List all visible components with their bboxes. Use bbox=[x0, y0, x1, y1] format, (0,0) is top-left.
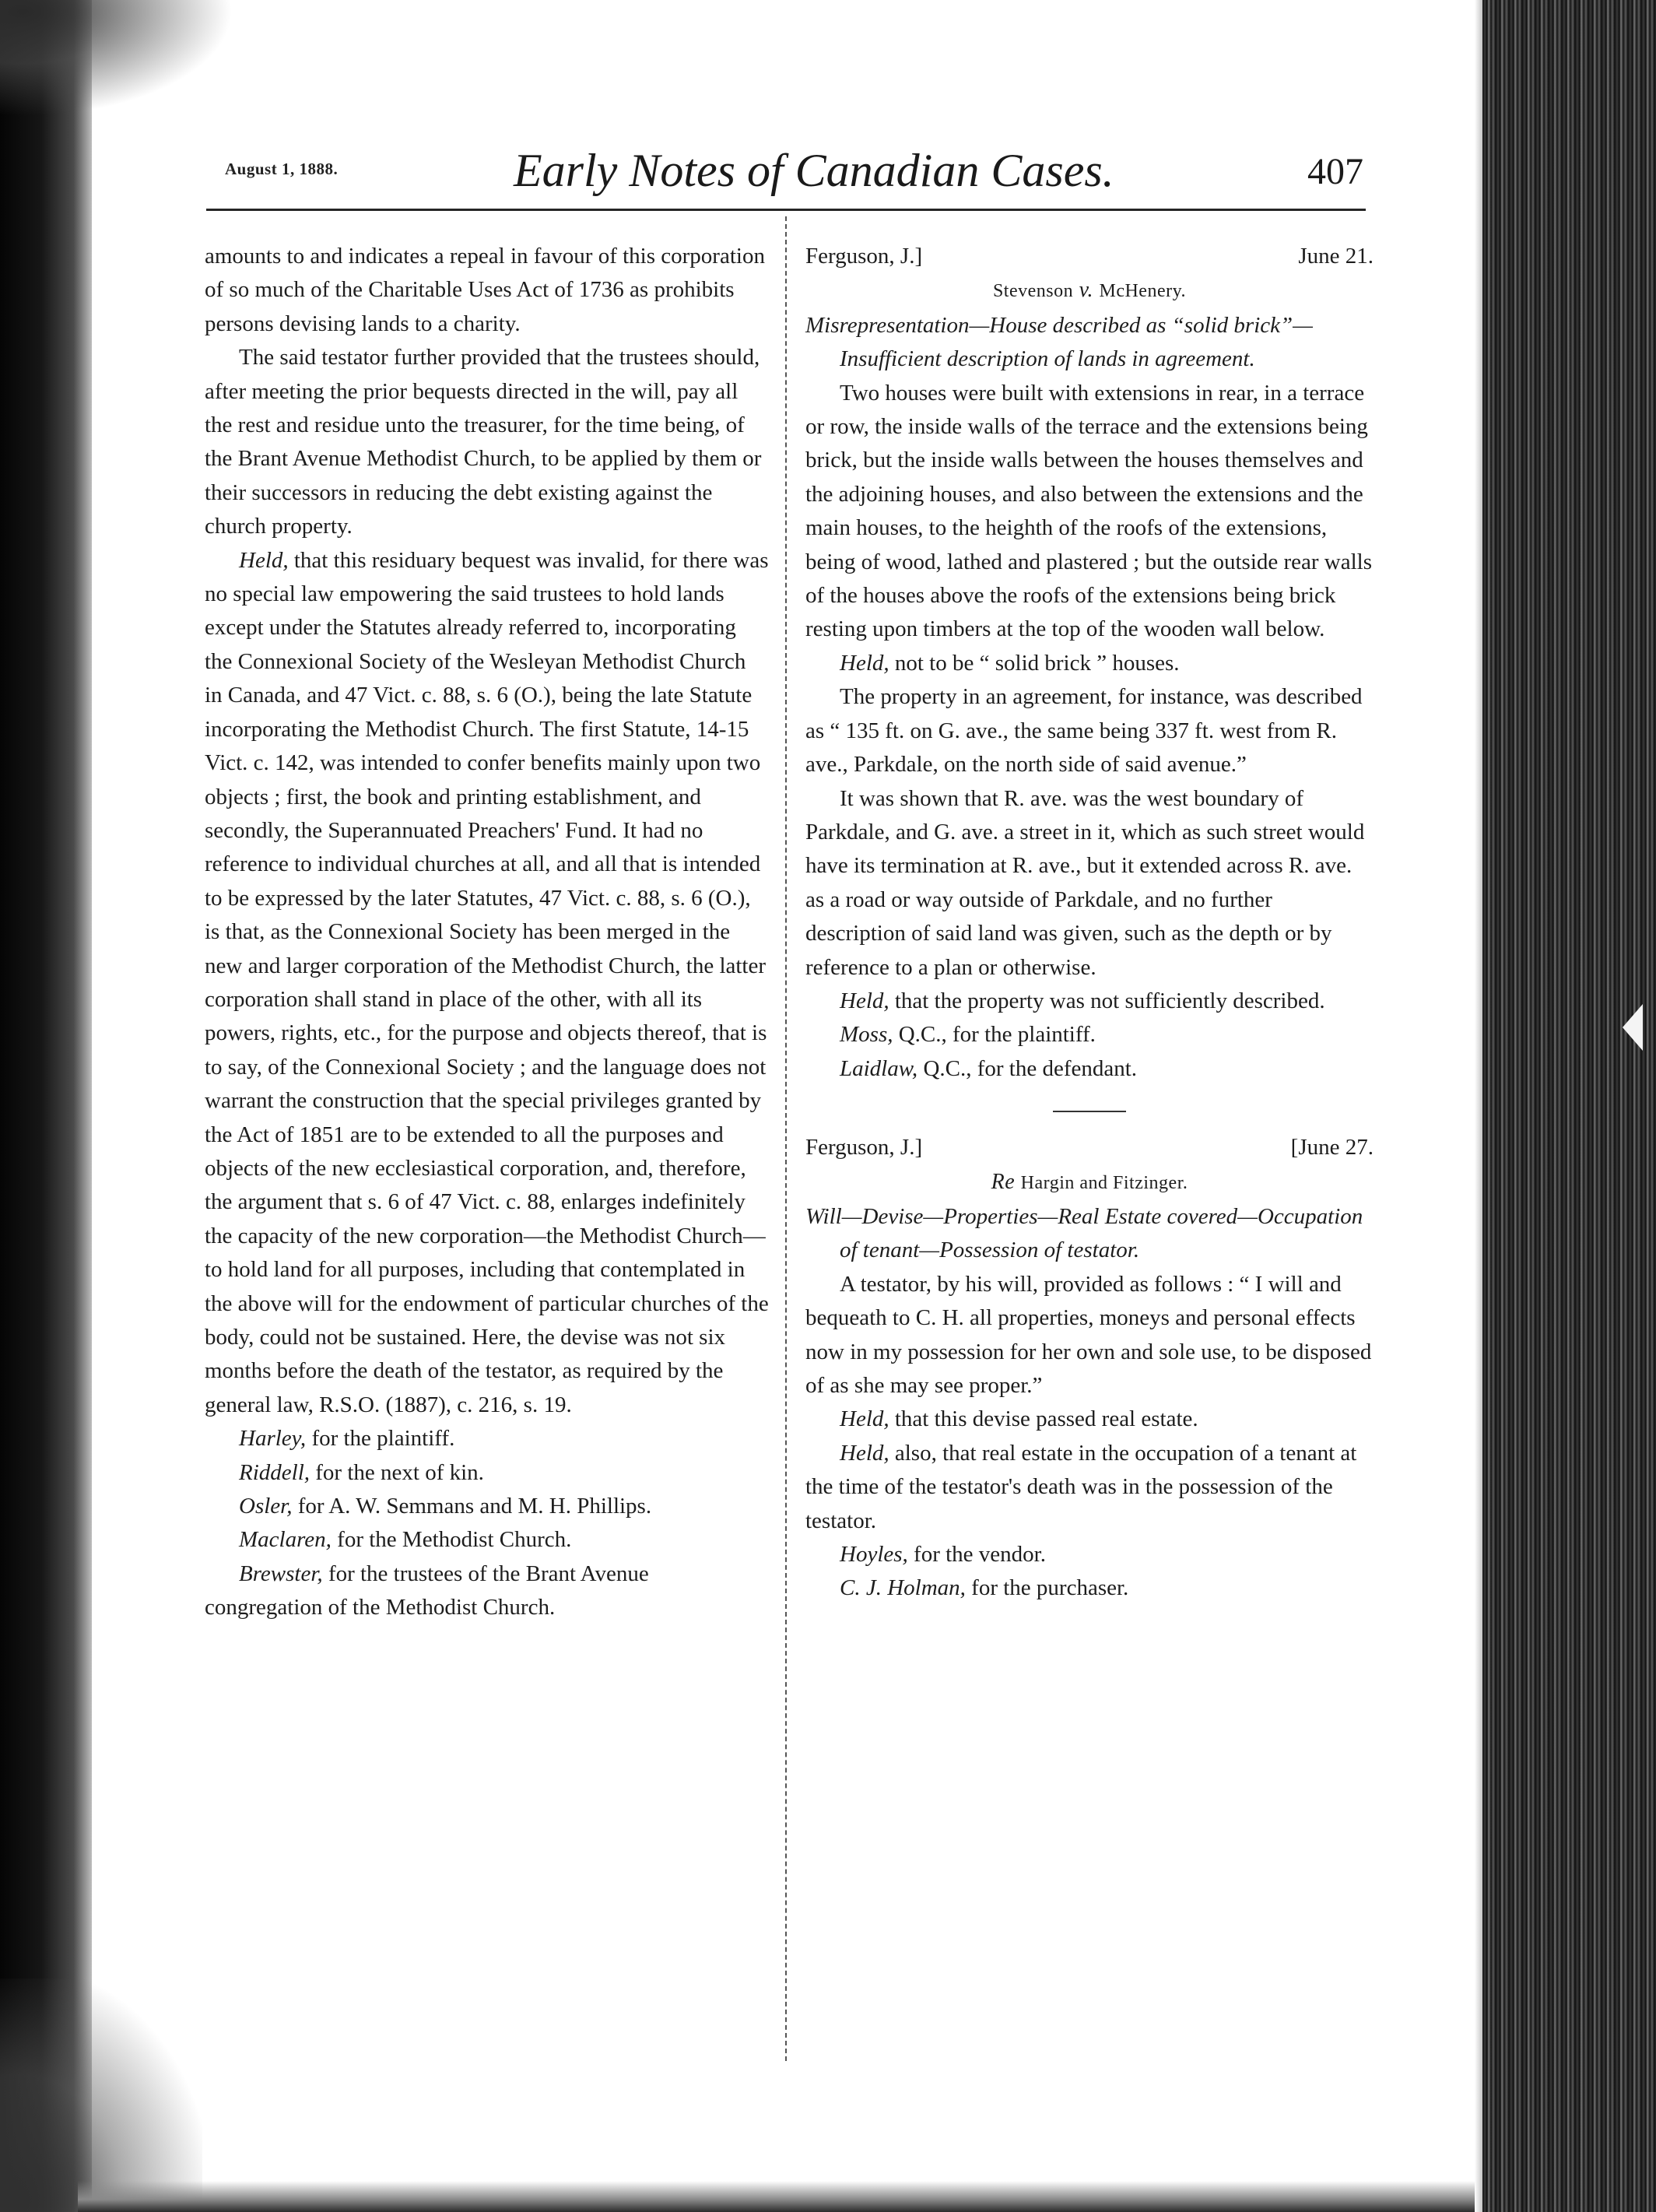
header-rule bbox=[206, 209, 1366, 211]
held-text: not to be “ solid brick ” houses. bbox=[889, 650, 1180, 676]
counsel-name: Harley, bbox=[239, 1426, 307, 1452]
held-paragraph bbox=[205, 544, 769, 1423]
held-label: Held, bbox=[840, 650, 889, 676]
counsel-name: C. J. Holman, bbox=[840, 1575, 966, 1601]
page-header bbox=[0, 144, 1479, 214]
case-parties: Hargin and Fitzinger. bbox=[1020, 1172, 1188, 1193]
held-text: that this residuary bequest was invalid, for there was no special law empowering the said trustees to hold lands except under the Statutes already referred to, incorporating the Connexional Society of the Wesleyan Methodist Church in Canada, and 47 Vict. c. 88, s. 6 (O.), being the late Statute incorporating the Methodist Church. The first Statute, 14-15 Vict. c. 142, was intended to confer benefits mainly upon two objects ; first, the book and printing establishment, and secondly, the Superannuated Preachers' Fund. It had no reference to individual churches at all, and all that is intended to be expressed by the later Statutes, 47 Vict. c. 88, s. 6 (O.), is that, as the Connexional Society has been merged in the new and larger corporation of the Methodist Church, the latter corporation shall stand in place of the other, with all its powers, rights, etc., for the purpose and objects thereof, that is to say, of the Connexional Society ; and the language does not warrant the construction that the special privileges granted by the Act of 1851 are to be extended to all the purposes and objects of the new ecclesiastical corporation, and, therefore, the argument that s. 6 of 47 Vict. c. 88, enlarges indefinitely the capacity of the new corporation—the Methodist Church—to hold land for all purposes, including that contemplated in the above will for the endowment of particular churches of the body, could not be sustained. Here, the devise was not six months before the death of the testator, as required by the general law, R.S.O. (1887), c. 216, s. 19. bbox=[205, 547, 769, 1417]
counsel-name: Maclaren, bbox=[239, 1527, 332, 1553]
counsel-name: Riddell, bbox=[239, 1459, 310, 1485]
case-separator bbox=[1053, 1111, 1126, 1112]
counsel-role: for the trustees of the Brant Avenue congregation of the Methodist Church. bbox=[205, 1561, 649, 1620]
held-label: Held, bbox=[840, 988, 889, 1013]
scan-smudge-top-left bbox=[0, 0, 233, 117]
case-versus: v. bbox=[1073, 278, 1100, 303]
counsel-role: Q.C., for the defendant. bbox=[917, 1055, 1138, 1081]
decision-date: [June 27. bbox=[1290, 1135, 1374, 1160]
counsel-line bbox=[205, 1523, 769, 1557]
counsel-name: Brewster, bbox=[239, 1561, 323, 1586]
held-label: Held, bbox=[239, 547, 289, 573]
case-subject: Misrepresentation—House described as “solid brick”—Insufficient description of lands in agreement. bbox=[805, 312, 1313, 372]
counsel-line bbox=[205, 1422, 769, 1455]
counsel-name: Osler, bbox=[239, 1494, 293, 1519]
held-text: that this devise passed real estate. bbox=[889, 1406, 1198, 1432]
case-title bbox=[805, 1165, 1374, 1200]
held-text: also, that real estate in the occupation of a tenant at the time of the testator's death was in the possession of the testator. bbox=[805, 1440, 1357, 1533]
counsel-role: for the next of kin. bbox=[310, 1459, 484, 1485]
held-paragraph bbox=[805, 985, 1374, 1018]
counsel-line bbox=[205, 1456, 769, 1490]
counsel-name: Laidlaw, bbox=[840, 1055, 918, 1081]
case-party-plaintiff: Stevenson bbox=[992, 281, 1074, 302]
case-header-line bbox=[805, 1131, 1374, 1164]
counsel-line bbox=[805, 1538, 1374, 1571]
held-paragraph bbox=[805, 647, 1374, 680]
counsel-line bbox=[805, 1018, 1374, 1052]
held-paragraph bbox=[805, 1437, 1374, 1538]
case-title bbox=[805, 273, 1374, 308]
counsel-line bbox=[205, 1557, 769, 1625]
counsel-role: for the vendor. bbox=[907, 1542, 1046, 1568]
issue-date: August 1, 1888. bbox=[225, 160, 339, 178]
case-re: Re bbox=[991, 1169, 1021, 1194]
counsel-name: Hoyles, bbox=[840, 1542, 908, 1568]
case-party-defendant: McHenery. bbox=[1099, 281, 1187, 302]
counsel-name: Moss, bbox=[840, 1022, 893, 1048]
counsel-line bbox=[805, 1052, 1374, 1086]
counsel-line bbox=[805, 1571, 1374, 1605]
counsel-role: for the purchaser. bbox=[965, 1575, 1129, 1601]
decision-date: June 21. bbox=[1298, 244, 1374, 269]
held-text: that the property was not sufficiently described. bbox=[889, 988, 1325, 1013]
scan-smudge-bottom-left bbox=[0, 1979, 202, 2212]
counsel-role: for the Methodist Church. bbox=[331, 1527, 572, 1553]
continued-paragraph: amounts to and indicates a repeal in favour of this corporation of so much of the Charitable Uses Act of 1736 as prohibits persons devising lands to a charity. bbox=[205, 244, 765, 336]
left-column bbox=[205, 240, 769, 1625]
paragraph-testator-provision: The said testator further provided that the trustees should, after meeting the prior bequests directed in the will, pay all the rest and residue unto the treasurer, for the time being, of the Brant Avenue Methodist Church, to be applied by them or their successors in reducing the debt existing against the church property. bbox=[205, 345, 762, 539]
counsel-role: for the plaintiff. bbox=[306, 1426, 455, 1452]
case-facts: A testator, by his will, provided as follows : “ I will and bequeath to C. H. all properties, moneys and personal effects now in my possession for her own and sole use, to be disposed of as she may see proper.” bbox=[805, 1271, 1372, 1398]
case-facts-boundary: It was shown that R. ave. was the west boundary of Parkdale, and G. ave. a street in it, which as such street would have its termination at R. ave., but it extended across R. ave. as a road or way outside of Parkdale, and no further description of said land was given, such as the depth or by reference to a plan or otherwise. bbox=[805, 785, 1365, 980]
judge-name: Ferguson, J.] bbox=[805, 244, 923, 269]
column-divider bbox=[785, 216, 787, 2061]
judge-name: Ferguson, J.] bbox=[805, 1135, 923, 1160]
held-paragraph bbox=[805, 1403, 1374, 1436]
held-label: Held, bbox=[840, 1440, 889, 1466]
counsel-role: for A. W. Semmans and M. H. Phillips. bbox=[292, 1494, 652, 1519]
case-facts: Two houses were built with extensions in rear, in a terrace or row, the inside walls of the terrace and the extensions being brick, but the inside walls between the houses themselves and the adjoining houses, and also between the extensions and the main houses, to the heighth of the roofs of the extensions, being of wood, lathed and plastered ; but the outside rear walls of the houses above the roofs of the extensions being brick resting upon timbers at the top of the wooden wall below. bbox=[805, 380, 1373, 642]
page-tab-marker bbox=[1623, 1004, 1643, 1051]
page-number: 407 bbox=[1307, 151, 1363, 192]
case-facts-property: The property in an agreement, for instance, was described as “ 135 ft. on G. ave., the same being 337 ft. west from R. ave., Parkdale, on the north side of said avenue.” bbox=[805, 684, 1363, 778]
case-subject: Will—Devise—Properties—Real Estate covered—Occupation of tenant—Possession of testator. bbox=[805, 1203, 1363, 1263]
scan-left-edge bbox=[0, 0, 92, 2212]
counsel-role: Q.C., for the plaintiff. bbox=[893, 1022, 1096, 1048]
scan-book-edge bbox=[1482, 0, 1656, 2212]
counsel-line bbox=[205, 1490, 769, 1523]
right-column bbox=[805, 240, 1374, 1606]
scan-bottom-edge bbox=[78, 2181, 1510, 2212]
case-header-line bbox=[805, 240, 1374, 273]
held-label: Held, bbox=[840, 1406, 889, 1432]
running-title: Early Notes of Canadian Cases. bbox=[514, 145, 1114, 196]
